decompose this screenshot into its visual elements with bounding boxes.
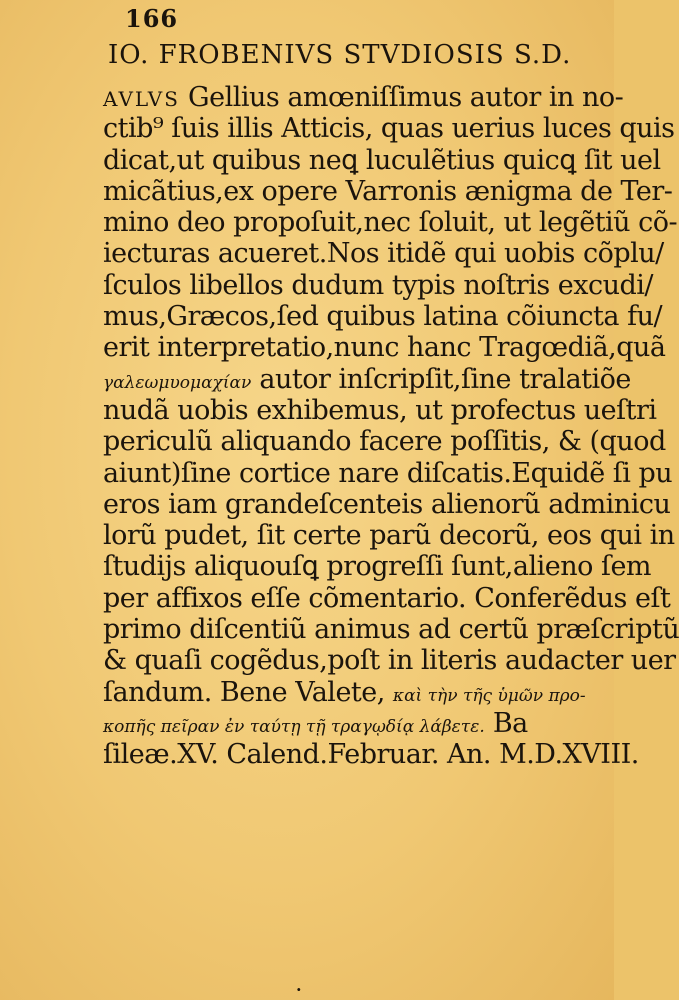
- text-line: [103, 520, 675, 552]
- text-segment: per affixos eſſe cõmentario. Conferẽdus eſt: [103, 582, 671, 614]
- text-segment: & quaſi cogẽdus,poſt in literis audacter uer: [103, 645, 676, 677]
- text-segment: eros iam grandeſcenteis alienorũ adminicu: [103, 488, 671, 520]
- text-segment: autor inſcripſit,ſine tralatiõe: [251, 363, 631, 395]
- text-segment: dicat,ut quibus neꝗ luculẽtius quicꝗ ſit uel: [103, 144, 661, 176]
- text-segment: ctib⁹ ſuis illis Atticis, quas uerius luces quis: [103, 113, 675, 145]
- text-line: [103, 614, 679, 646]
- text-segment: iecturas acueret.Nos itidẽ qui uobis cõplu/: [103, 238, 664, 270]
- text-line: [103, 488, 671, 520]
- text-segment: erit interpretatio,nunc hanc Tragœdiã,quã: [103, 332, 666, 364]
- text-line: [103, 426, 666, 458]
- text-line: [103, 144, 661, 176]
- text-segment: periculũ aliquando facere poſſitis, & (quod: [103, 426, 666, 458]
- greek-text: καὶ τὴν τῆς ὑμῶν προ-: [392, 685, 586, 706]
- text-line: [103, 238, 664, 270]
- text-segment: nudã uobis exhibemus, ut profectus ueſtri: [103, 394, 657, 426]
- text-line: [103, 363, 631, 395]
- text-segment: ſtudijs aliquouſꝗ progreſſi ſunt,alieno ſem: [103, 551, 652, 583]
- text-segment: Gellius amœniſſimus autor in no-: [179, 82, 624, 113]
- text-line: [103, 739, 639, 771]
- text-line: [103, 82, 624, 113]
- body-text: [103, 82, 679, 771]
- text-line: [103, 551, 652, 583]
- text-segment: ſileæ.XV. Calend.Februar. An. M.D.XVIII.: [103, 739, 639, 771]
- page-number: 166: [125, 4, 179, 33]
- text-segment: mus,Græcos,ſed quibus latina cõiuncta fu/: [103, 301, 663, 333]
- text-line: [103, 207, 678, 239]
- text-line: [103, 708, 573, 739]
- greek-text: κοπῆς πεῖραν ἐν ταύτῃ τῇ τραγῳδίᾳ λάβετε.: [103, 716, 485, 737]
- text-segment: AVLVS: [103, 87, 180, 111]
- text-line: [103, 645, 676, 677]
- text-line: [103, 394, 657, 426]
- text-segment: ſculos libellos dudum typis noſtris excudi/: [103, 269, 654, 301]
- text-line: [103, 582, 671, 614]
- text-segment: primo diſcentiũ animus ad certũ præſcriptũ: [103, 614, 679, 646]
- text-segment: aiunt)ſine cortice nare diſcatis.Equidẽ ſi pu: [103, 457, 673, 489]
- text-line: [103, 175, 673, 207]
- text-segment: ſandum. Bene Valete,: [103, 676, 393, 708]
- text-line: [103, 676, 586, 708]
- greek-text: γαλεωμυομαχίαν: [103, 372, 252, 393]
- page-heading: IO. FROBENIVS STVDIOSIS S.D.: [108, 40, 572, 70]
- text-line: [103, 113, 675, 145]
- text-segment: micãtius,ex opere Varronis ænigma de Ter-: [103, 175, 673, 207]
- text-line: [103, 301, 663, 333]
- text-line: [103, 269, 654, 301]
- text-line: [103, 457, 673, 489]
- text-segment: mino deo propoſuit,nec ſoluit, ut legẽtiũ cõ-: [103, 207, 678, 239]
- text-line: [103, 332, 666, 364]
- text-segment: lorũ pudet, ſit certe parũ decorũ, eos qui in: [103, 520, 675, 552]
- footer-mark: ·: [296, 980, 302, 999]
- text-segment: Ba: [484, 707, 528, 739]
